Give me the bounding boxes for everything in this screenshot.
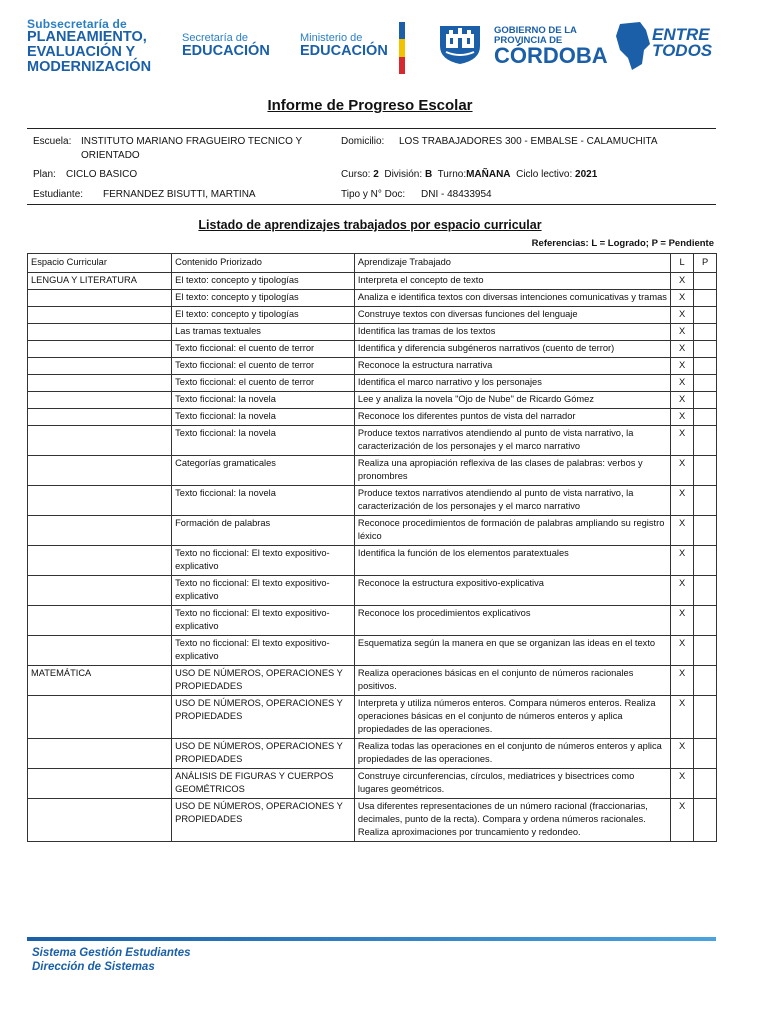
header-p: P bbox=[694, 254, 717, 273]
cell-pendiente bbox=[694, 273, 717, 290]
domicilio-label: Domicilio: bbox=[341, 136, 385, 147]
entre-todos-logo: ENTRE TODOS bbox=[614, 20, 724, 72]
table-row bbox=[28, 769, 717, 799]
domicilio-value: LOS TRABAJADORES 300 - EMBALSE - CALAMUCHITA bbox=[399, 136, 658, 147]
escuela-label: Escuela: bbox=[33, 136, 72, 147]
cell-logrado: X bbox=[671, 769, 694, 799]
cell-pendiente bbox=[694, 358, 717, 375]
table-row bbox=[28, 290, 717, 307]
cell-logrado: X bbox=[671, 324, 694, 341]
references-legend: Referencias: L = Logrado; P = Pendiente bbox=[531, 238, 714, 249]
cell-contenido: El texto: concepto y tipologías bbox=[172, 290, 355, 307]
cell-pendiente bbox=[694, 375, 717, 392]
table-row bbox=[28, 375, 717, 392]
cell-contenido: El texto: concepto y tipologías bbox=[172, 273, 355, 290]
cell-contenido: El texto: concepto y tipologías bbox=[172, 307, 355, 324]
cell-pendiente bbox=[694, 409, 717, 426]
table-row bbox=[28, 358, 717, 375]
cell-contenido: USO DE NÚMEROS, OPERACIONES Y PROPIEDADES bbox=[172, 799, 355, 842]
student-info bbox=[27, 128, 716, 205]
cell-pendiente bbox=[694, 456, 717, 486]
cell-contenido: USO DE NÚMEROS, OPERACIONES Y PROPIEDADES bbox=[172, 739, 355, 769]
cell-espacio bbox=[28, 486, 172, 516]
cell-espacio bbox=[28, 341, 172, 358]
cell-aprendizaje: Usa diferentes representaciones de un número racional (fraccionarias, decimales, punto de la recta). Compara y ordena números racionales. Realiza aproximaciones por truncamiento y redondeo. bbox=[354, 799, 670, 842]
cell-contenido: ANÁLISIS DE FIGURAS Y CUERPOS GEOMÉTRICOS bbox=[172, 769, 355, 799]
table-row bbox=[28, 696, 717, 739]
cell-aprendizaje: Esquematiza según la manera en que se organizan las ideas en el texto bbox=[354, 636, 670, 666]
cell-contenido: Texto no ficcional: El texto expositivo-explicativo bbox=[172, 546, 355, 576]
cell-logrado: X bbox=[671, 486, 694, 516]
cell-espacio bbox=[28, 696, 172, 739]
cell-espacio bbox=[28, 324, 172, 341]
cell-logrado: X bbox=[671, 375, 694, 392]
cell-pendiente bbox=[694, 426, 717, 456]
cell-contenido: Texto ficcional: la novela bbox=[172, 392, 355, 409]
cell-pendiente bbox=[694, 341, 717, 358]
cell-logrado: X bbox=[671, 516, 694, 546]
cell-contenido: USO DE NÚMEROS, OPERACIONES Y PROPIEDADES bbox=[172, 696, 355, 739]
estudiante-label: Estudiante: bbox=[33, 189, 84, 200]
cell-pendiente bbox=[694, 307, 717, 324]
doc-label: Tipo y N° Doc: bbox=[341, 189, 406, 200]
table-row bbox=[28, 341, 717, 358]
cell-aprendizaje: Lee y analiza la novela "Ojo de Nube" de Ricardo Gómez bbox=[354, 392, 670, 409]
table-row bbox=[28, 546, 717, 576]
cell-aprendizaje: Interpreta y utiliza números enteros. Compara números enteros. Realiza operaciones básicas en el conjunto de números enteros y aplica propiedades de las operaciones. bbox=[354, 696, 670, 739]
cell-contenido: Formación de palabras bbox=[172, 516, 355, 546]
header-contenido: Contenido Priorizado bbox=[172, 254, 355, 273]
cell-espacio bbox=[28, 606, 172, 636]
cell-logrado: X bbox=[671, 799, 694, 842]
table-row bbox=[28, 392, 717, 409]
cell-logrado: X bbox=[671, 290, 694, 307]
escuela-value-2: ORIENTADO bbox=[81, 150, 140, 161]
cell-aprendizaje: Identifica las tramas de los textos bbox=[354, 324, 670, 341]
header-aprendizaje: Aprendizaje Trabajado bbox=[354, 254, 670, 273]
table-row bbox=[28, 426, 717, 456]
cell-pendiente bbox=[694, 666, 717, 696]
province-map-icon bbox=[614, 20, 654, 72]
cell-aprendizaje: Reconoce la estructura narrativa bbox=[354, 358, 670, 375]
cell-contenido: Texto no ficcional: El texto expositivo-explicativo bbox=[172, 606, 355, 636]
cell-espacio bbox=[28, 576, 172, 606]
cell-pendiente bbox=[694, 392, 717, 409]
cordoba-shield-icon bbox=[437, 22, 483, 66]
table-row bbox=[28, 456, 717, 486]
flag-stripe-icon bbox=[399, 22, 405, 74]
secretaria-logo: Secretaría de EDUCACIÓN bbox=[182, 32, 270, 59]
cell-espacio bbox=[28, 358, 172, 375]
cell-logrado: X bbox=[671, 456, 694, 486]
cell-contenido: Texto ficcional: el cuento de terror bbox=[172, 358, 355, 375]
cell-contenido: Texto ficcional: el cuento de terror bbox=[172, 341, 355, 358]
cell-aprendizaje: Construye textos con diversas funciones del lenguaje bbox=[354, 307, 670, 324]
cell-aprendizaje: Produce textos narrativos atendiendo al punto de vista narrativo, la caracterización de los personajes y el marco narrativo bbox=[354, 426, 670, 456]
cell-pendiente bbox=[694, 516, 717, 546]
cell-espacio bbox=[28, 392, 172, 409]
doc-value: DNI - 48433954 bbox=[421, 189, 492, 200]
escuela-value: INSTITUTO MARIANO FRAGUEIRO TECNICO Y bbox=[81, 136, 303, 147]
cell-espacio bbox=[28, 375, 172, 392]
cell-logrado: X bbox=[671, 426, 694, 456]
cell-contenido: USO DE NÚMEROS, OPERACIONES Y PROPIEDADES bbox=[172, 666, 355, 696]
cell-aprendizaje: Reconoce la estructura expositivo-explicativa bbox=[354, 576, 670, 606]
cell-aprendizaje: Identifica el marco narrativo y los personajes bbox=[354, 375, 670, 392]
cell-pendiente bbox=[694, 696, 717, 739]
cell-espacio bbox=[28, 426, 172, 456]
cell-aprendizaje: Realiza una apropiación reflexiva de las clases de palabras: verbos y pronombres bbox=[354, 456, 670, 486]
estudiante-value: FERNANDEZ BISUTTI, MARTINA bbox=[103, 189, 256, 200]
cell-logrado: X bbox=[671, 358, 694, 375]
table-row bbox=[28, 606, 717, 636]
curso-info: Curso: 2 División: B Turno:MAÑANA Ciclo lectivo: 2021 bbox=[341, 169, 598, 180]
cell-aprendizaje: Realiza todas las operaciones en el conjunto de números enteros y aplica propiedades de las operaciones. bbox=[354, 739, 670, 769]
cell-aprendizaje: Interpreta el concepto de texto bbox=[354, 273, 670, 290]
cell-logrado: X bbox=[671, 409, 694, 426]
cell-logrado: X bbox=[671, 341, 694, 358]
table-row bbox=[28, 516, 717, 546]
cell-contenido: Texto ficcional: la novela bbox=[172, 426, 355, 456]
cell-espacio bbox=[28, 456, 172, 486]
plan-label: Plan: bbox=[33, 169, 56, 180]
cell-logrado: X bbox=[671, 546, 694, 576]
cell-logrado: X bbox=[671, 739, 694, 769]
cell-pendiente bbox=[694, 486, 717, 516]
table-row bbox=[28, 409, 717, 426]
cell-espacio bbox=[28, 636, 172, 666]
plan-value: CICLO BASICO bbox=[66, 169, 138, 180]
header-l: L bbox=[671, 254, 694, 273]
cell-logrado: X bbox=[671, 576, 694, 606]
cell-espacio bbox=[28, 307, 172, 324]
cell-pendiente bbox=[694, 546, 717, 576]
cell-aprendizaje: Reconoce los procedimientos explicativos bbox=[354, 606, 670, 636]
table-row bbox=[28, 636, 717, 666]
cell-espacio bbox=[28, 546, 172, 576]
cell-pendiente bbox=[694, 739, 717, 769]
aprendizajes-table bbox=[27, 253, 717, 842]
cell-logrado: X bbox=[671, 273, 694, 290]
cell-pendiente bbox=[694, 324, 717, 341]
cell-contenido: Texto no ficcional: El texto expositivo-explicativo bbox=[172, 636, 355, 666]
cell-contenido: Texto ficcional: la novela bbox=[172, 409, 355, 426]
cell-espacio: LENGUA Y LITERATURA bbox=[28, 273, 172, 290]
cell-aprendizaje: Realiza operaciones básicas en el conjunto de números racionales positivos. bbox=[354, 666, 670, 696]
cell-logrado: X bbox=[671, 307, 694, 324]
table-header-row bbox=[28, 254, 717, 273]
table-row bbox=[28, 273, 717, 290]
cell-contenido: Categorías gramaticales bbox=[172, 456, 355, 486]
cell-espacio bbox=[28, 739, 172, 769]
cell-pendiente bbox=[694, 576, 717, 606]
cell-pendiente bbox=[694, 769, 717, 799]
cell-espacio bbox=[28, 769, 172, 799]
cell-logrado: X bbox=[671, 606, 694, 636]
cell-aprendizaje: Construye circunferencias, círculos, mediatrices y bisectrices como lugares geométricos. bbox=[354, 769, 670, 799]
cell-contenido: Las tramas textuales bbox=[172, 324, 355, 341]
cell-logrado: X bbox=[671, 392, 694, 409]
cell-logrado: X bbox=[671, 636, 694, 666]
header-espacio: Espacio Curricular bbox=[28, 254, 172, 273]
cell-logrado: X bbox=[671, 696, 694, 739]
cell-contenido: Texto no ficcional: El texto expositivo-explicativo bbox=[172, 576, 355, 606]
planeamiento-logo: Subsecretaría de PLANEAMIENTO, EVALUACIÓN Y MODERNIZACIÓN bbox=[27, 17, 152, 75]
cell-logrado: X bbox=[671, 666, 694, 696]
cell-aprendizaje: Analiza e identifica textos con diversas intenciones comunicativas y tramas bbox=[354, 290, 670, 307]
cell-espacio bbox=[28, 409, 172, 426]
cell-contenido: Texto ficcional: la novela bbox=[172, 486, 355, 516]
footer: Sistema Gestión Estudiantes Dirección de Sistemas bbox=[32, 947, 191, 973]
cell-aprendizaje: Reconoce procedimientos de formación de palabras ampliando su registro léxico bbox=[354, 516, 670, 546]
table-row bbox=[28, 307, 717, 324]
page-title: Informe de Progreso Escolar bbox=[267, 97, 473, 114]
table-row bbox=[28, 739, 717, 769]
cell-espacio bbox=[28, 290, 172, 307]
table-row bbox=[28, 324, 717, 341]
cell-aprendizaje: Produce textos narrativos atendiendo al punto de vista narrativo, la caracterización de los personajes y el marco narrativo bbox=[354, 486, 670, 516]
cell-pendiente bbox=[694, 290, 717, 307]
table-row bbox=[28, 799, 717, 842]
table-row bbox=[28, 666, 717, 696]
header-logos bbox=[0, 0, 768, 95]
cell-aprendizaje: Identifica la función de los elementos paratextuales bbox=[354, 546, 670, 576]
cell-contenido: Texto ficcional: el cuento de terror bbox=[172, 375, 355, 392]
cell-pendiente bbox=[694, 606, 717, 636]
table-row bbox=[28, 576, 717, 606]
cordoba-logo: GOBIERNO DE LA PROVINCIA DE CÓRDOBA bbox=[494, 25, 608, 68]
ministerio-logo: Ministerio de EDUCACIÓN bbox=[300, 32, 388, 59]
cell-pendiente bbox=[694, 636, 717, 666]
cell-pendiente bbox=[694, 799, 717, 842]
cell-aprendizaje: Identifica y diferencia subgéneros narrativos (cuento de terror) bbox=[354, 341, 670, 358]
cell-espacio: MATEMÁTICA bbox=[28, 666, 172, 696]
table-row bbox=[28, 486, 717, 516]
cell-aprendizaje: Reconoce los diferentes puntos de vista del narrador bbox=[354, 409, 670, 426]
cell-espacio bbox=[28, 799, 172, 842]
footer-divider bbox=[27, 937, 716, 941]
cell-espacio bbox=[28, 516, 172, 546]
section-subtitle: Listado de aprendizajes trabajados por espacio curricular bbox=[198, 218, 542, 232]
